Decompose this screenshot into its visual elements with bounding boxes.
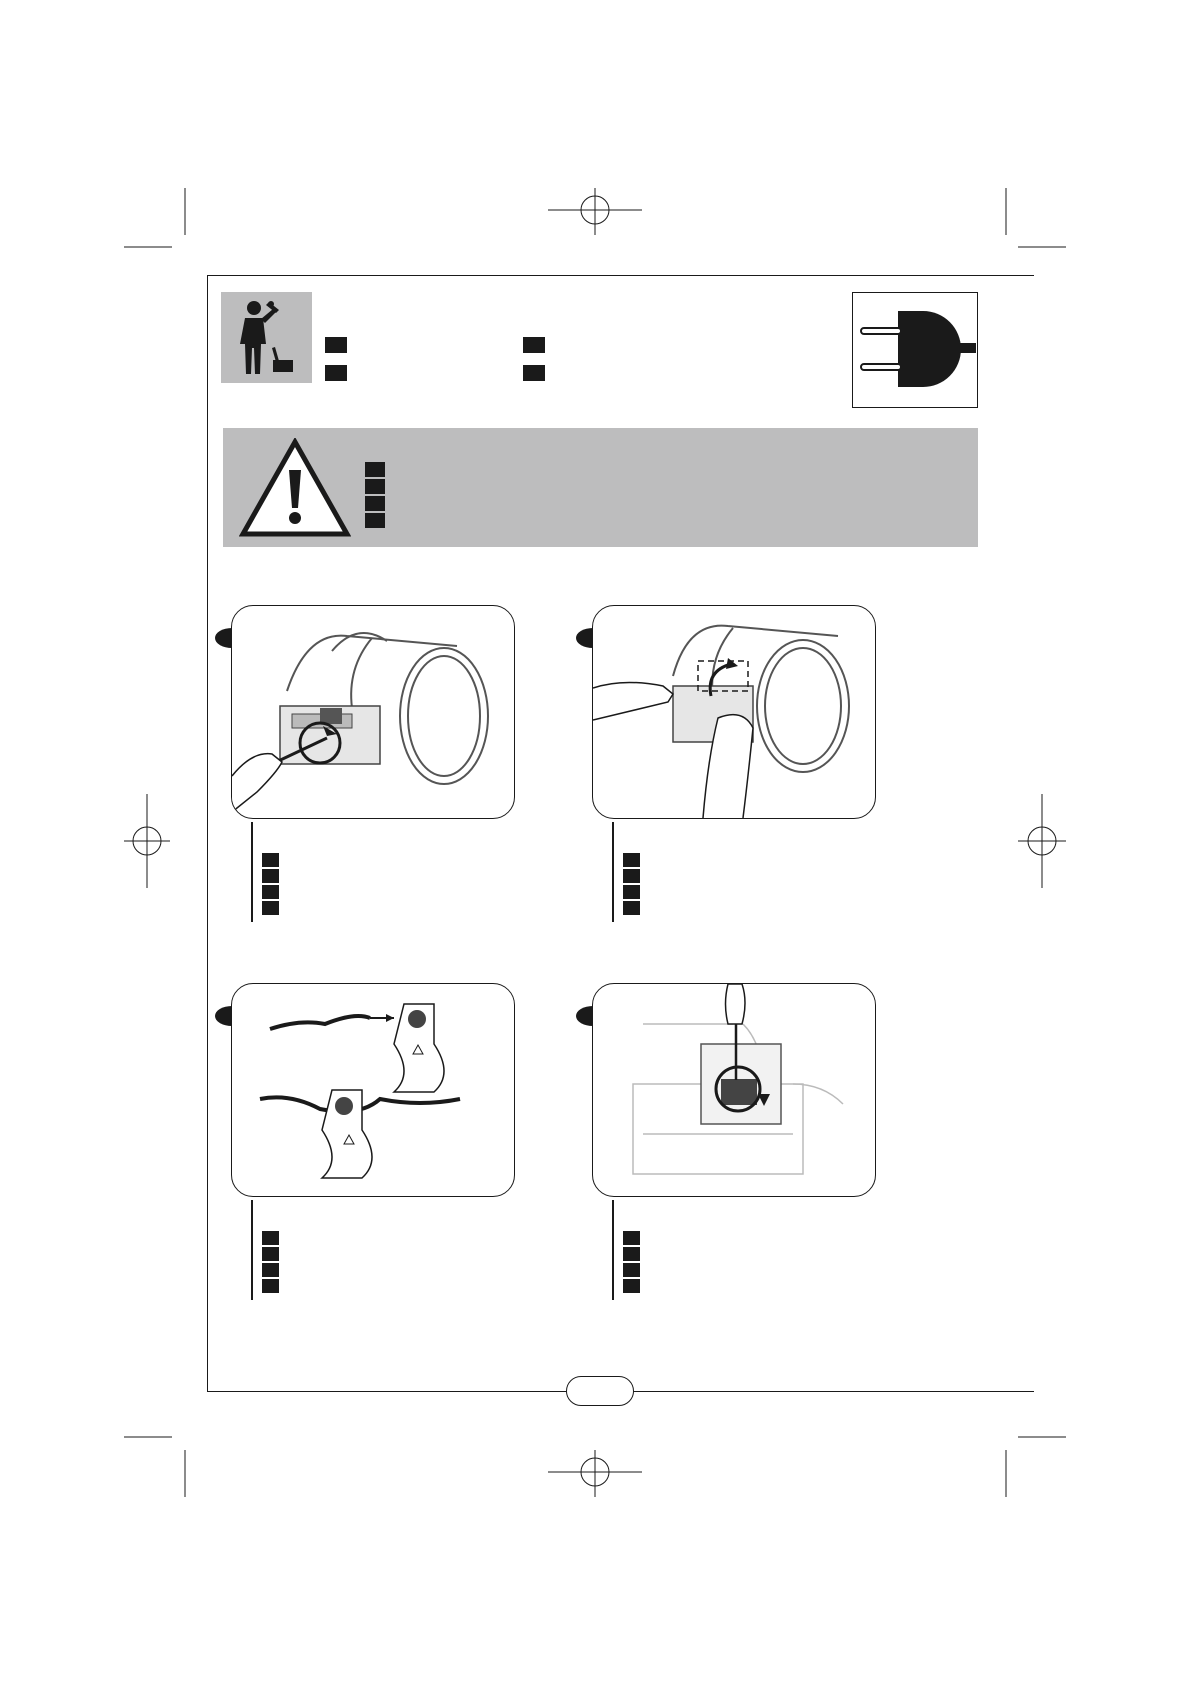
lang-chip: [262, 1231, 279, 1245]
lang-chip: [262, 1263, 279, 1277]
step-1-language-chips: [262, 853, 279, 915]
screwdriver-releasing-cover-illustration: [232, 606, 514, 818]
step-3-illustration-panel: [231, 983, 515, 1197]
lang-chip: [325, 365, 347, 381]
lang-chip: [262, 1247, 279, 1261]
lang-chip: [623, 1247, 640, 1261]
step-4-language-chips: [623, 1231, 640, 1293]
lang-chip: [623, 901, 640, 915]
step-2-illustration-panel: [592, 605, 876, 819]
step-3-language-chips: [262, 1231, 279, 1293]
lang-chip: [623, 869, 640, 883]
screwdriver-terminal-illustration: [593, 984, 875, 1196]
installer-icon-box: [221, 292, 312, 383]
lang-chip: [623, 853, 640, 867]
lang-chip: [523, 337, 545, 353]
step-2-language-chips: [623, 853, 640, 915]
lang-chip: [365, 462, 385, 477]
warning-banner: [223, 428, 978, 547]
lifting-cover-illustration: [593, 606, 875, 818]
lang-chip: [262, 885, 279, 899]
lang-chip: [262, 901, 279, 915]
lang-chip: [623, 1263, 640, 1277]
lang-chip: [365, 513, 385, 528]
step-text-rule: [612, 1200, 614, 1300]
page-number: [566, 1376, 634, 1406]
lang-chip: [623, 885, 640, 899]
step-4-illustration-panel: [592, 983, 876, 1197]
cable-through-grommet-illustration: [232, 984, 514, 1196]
mains-plug-icon: [853, 293, 976, 406]
lang-chip: [262, 869, 279, 883]
lang-chip: [365, 479, 385, 494]
warning-language-chips: [365, 462, 385, 528]
lang-chip: [365, 496, 385, 511]
lang-chip: [623, 1279, 640, 1293]
lang-chip: [262, 1279, 279, 1293]
step-text-rule: [251, 822, 253, 922]
step-text-rule: [251, 1200, 253, 1300]
warning-triangle-icon: [239, 438, 351, 538]
lang-chip: [523, 365, 545, 381]
step-text-rule: [612, 822, 614, 922]
lang-chip: [325, 337, 347, 353]
page-frame-left: [207, 275, 208, 1392]
installer-with-wrench-icon: [221, 292, 312, 383]
lang-chip: [623, 1231, 640, 1245]
plug-icon-box: [852, 292, 978, 408]
page-frame-top: [207, 275, 1034, 276]
step-1-illustration-panel: [231, 605, 515, 819]
lang-chip: [262, 853, 279, 867]
